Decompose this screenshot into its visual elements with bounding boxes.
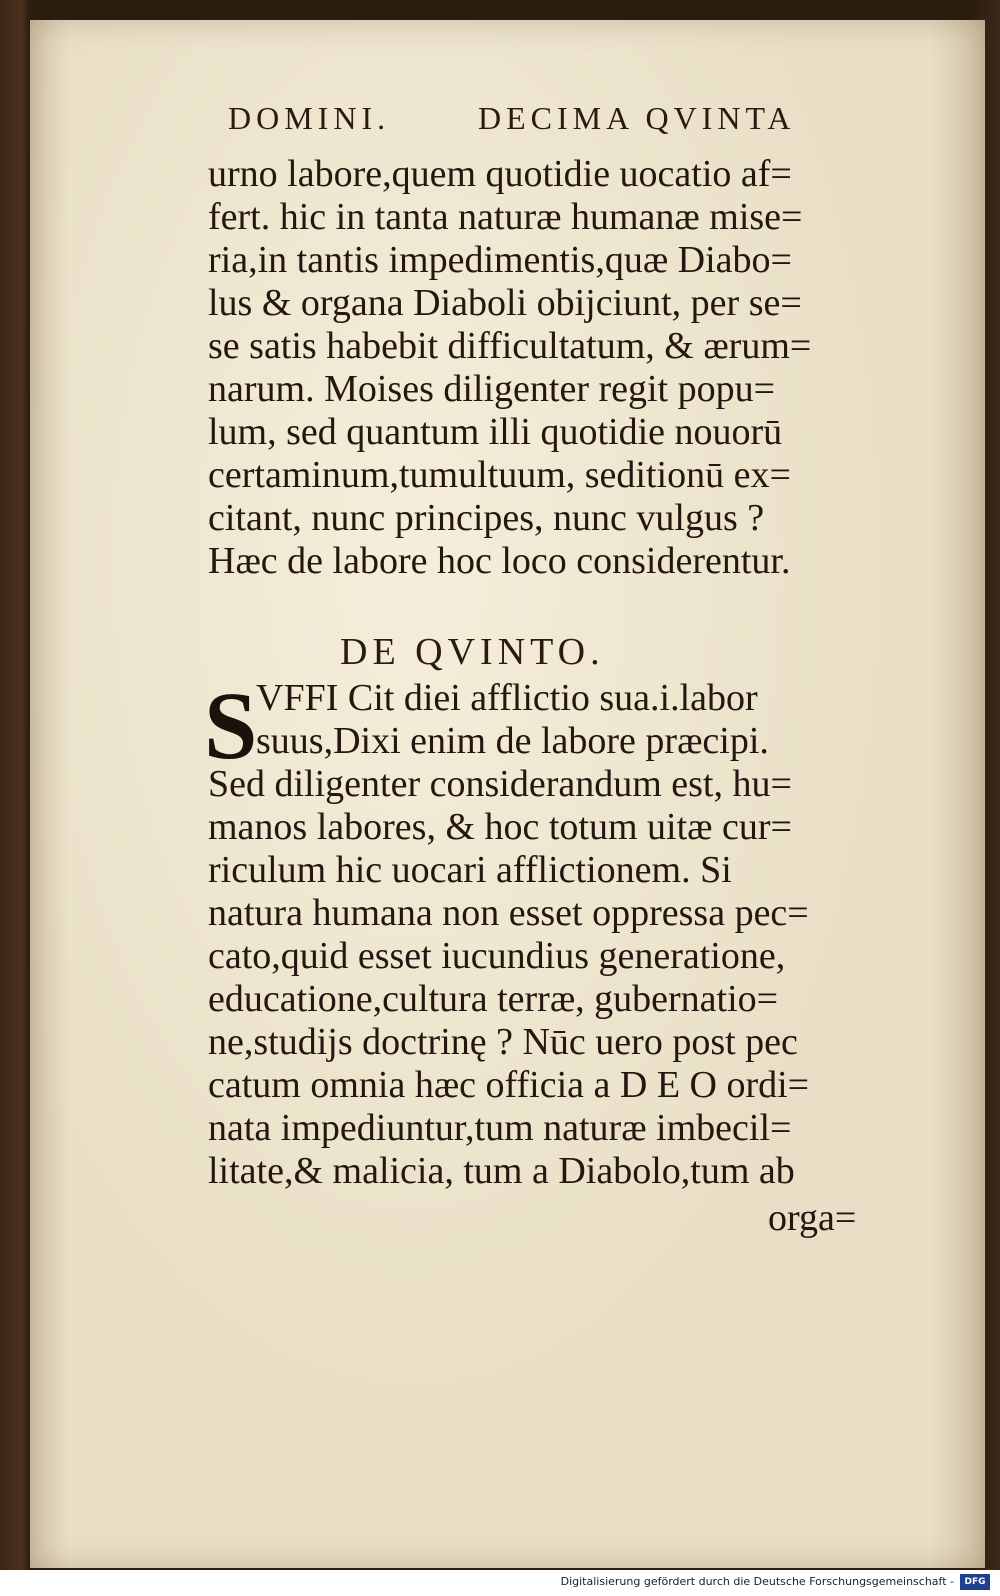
text-line: Sed diligenter considerandum est, hu= [208, 763, 792, 805]
running-head [228, 100, 828, 140]
text-line: catum omnia hæc officia a D E O ordi= [208, 1064, 810, 1106]
text-block-continuation [208, 153, 868, 583]
text-line: se satis habebit difficultatum, & ærum= [208, 325, 812, 367]
text-line: suus,Dixi enim de labore præcipi. [256, 720, 769, 762]
dfg-logo: DFG [960, 1574, 990, 1590]
text-line: Hæc de labore hoc loco considerentur. [208, 540, 791, 582]
text-line: VFFI Cit diei afflictio sua.i.labor [256, 677, 758, 719]
text-line: cato,quid esset iucundius generatione, [208, 935, 786, 977]
running-head-right: DECIMA QVINTA [478, 100, 796, 136]
text-line: lum, sed quantum illi quotidie nouorū [208, 411, 783, 453]
text-line: manos labores, & hoc totum uitæ cur= [208, 806, 792, 848]
text-line: certaminum,tumultuum, seditionū ex= [208, 454, 791, 496]
text-line: educatione,cultura terræ, gubernatio= [208, 978, 779, 1020]
drop-cap-initial: S [204, 672, 258, 779]
text-line: lus & organa Diaboli obijciunt, per se= [208, 282, 802, 324]
text-line: ne,studijs doctrinę ? Nūc uero post pec [208, 1021, 798, 1063]
text-line: nata impediuntur,tum naturæ imbecil= [208, 1107, 792, 1149]
text-line: fert. hic in tanta naturæ humanæ mise= [208, 196, 803, 238]
text-line: natura humana non esset oppressa pec= [208, 892, 809, 934]
text-line: riculum hic uocari afflictionem. Si [208, 849, 732, 891]
text-line: citant, nunc principes, nunc vulgus ? [208, 497, 765, 539]
text-line: litate,& malicia, tum a Diabolo,tum ab [208, 1150, 795, 1192]
footer-bar [0, 1570, 1000, 1596]
section-heading: DE QVINTO. [340, 631, 605, 673]
text-block-section [208, 677, 868, 1193]
text-line: ria,in tantis impedimentis,quæ Diabo= [208, 239, 792, 281]
catchword: orga= [768, 1197, 857, 1239]
text-line: urno labore,quem quotidie uocatio af= [208, 153, 792, 195]
funding-credit: Digitalisierung gefördert durch die Deutsche Forschungsgemeinschaft - [560, 1575, 954, 1588]
running-head-left: DOMINI. [228, 100, 391, 136]
text-line: narum. Moises diligenter regit popu= [208, 368, 776, 410]
